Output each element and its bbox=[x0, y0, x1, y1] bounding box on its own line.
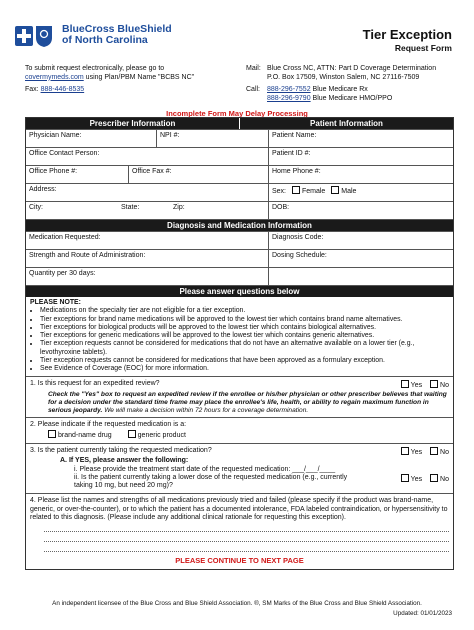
sex-field: Sex: Female Male bbox=[268, 184, 453, 201]
male-checkbox[interactable] bbox=[331, 186, 339, 194]
covermymeds-link[interactable]: covermymeds.com bbox=[25, 73, 84, 81]
section-header-prescriber-patient: Prescriber Information Patient Information bbox=[26, 118, 453, 129]
q3-yes-checkbox[interactable] bbox=[401, 447, 409, 455]
footer-text: An independent licensee of the Blue Cross and Blue Shield Association. ®, SM Marks of the Blue Cross and Blue Shield Association. bbox=[52, 600, 422, 607]
mail-info: Mail: Blue Cross NC, ATTN: Part D Coverage Determination P.O. Box 17509, Winston Salem, NC 27116-7509 Call: 888-296-7552 Blue Medicare Rx 888-296-9790 Blue Medicare HMO/PPO bbox=[246, 65, 437, 102]
submit-info: To submit request electronically, please go to covermymeds.com using Plan/PBM Name "BCBS NC" Fax: 888-446-8535 bbox=[25, 65, 195, 93]
patient-name-field[interactable]: Patient Name: bbox=[268, 130, 453, 147]
note-item: • Tier exception requests cannot be considered for medications that do not have an alternative available on a lower tier (e.g., levothyroxine tablets). bbox=[40, 340, 449, 357]
please-note-section: PLEASE NOTE: • Medications on the specialty tier are not eligible for a tier exception. • Tier exceptions for brand name medications will be approved to the lowest tier which contains brand name alternatives. • Tier exceptions for biological products will be approved to the lowest tier which contains biological alternatives. • Tier exceptions for generic medications will be approved to the lowest tier which contains generic alternatives. • Tier exception requests cannot be considered for medications that do not have an alternative available on a lower tier (e.g., levothyroxine tablets). • Tier exception requests cannot be considered for medications that have been approved as a formulary exception. • See Evidence of Coverage (EOC) for more information. bbox=[26, 297, 453, 376]
section-header-diagnosis: Diagnosis and Medication Information bbox=[26, 219, 453, 231]
quantity-field[interactable]: Quantity per 30 days: bbox=[29, 270, 96, 277]
fax-number[interactable]: 888-446-8535 bbox=[40, 86, 85, 93]
office-fax-field[interactable]: Office Fax #: bbox=[128, 166, 268, 183]
phone-rx[interactable]: 888-296-7552 bbox=[267, 86, 311, 93]
medication-requested-field[interactable]: Medication Requested: bbox=[29, 234, 101, 241]
q3ii-no-checkbox[interactable] bbox=[430, 474, 438, 482]
npi-field[interactable]: NPI #: bbox=[156, 130, 268, 147]
note-item: • Tier exceptions for brand name medications will be approved to the lowest tier which contains brand name alternatives. bbox=[40, 316, 449, 324]
q1-yes-checkbox[interactable] bbox=[401, 380, 409, 388]
request-form bbox=[25, 117, 454, 570]
answer-line[interactable] bbox=[44, 524, 449, 532]
updated-date: Updated: 01/01/2023 bbox=[393, 610, 452, 617]
question-3a-ii: ii. Is the patient currently taking a lower dose of the requested medication (e.g., currently taking 10 mg, but need 20 mg)? bbox=[74, 473, 348, 490]
q3ii-yes-checkbox[interactable] bbox=[401, 474, 409, 482]
question-3a-i: i. Please provide the treatment start date of the requested medication: ___/___/____ bbox=[74, 465, 336, 473]
office-phone-field[interactable]: Office Phone #: bbox=[29, 168, 78, 175]
address-field[interactable]: Address: bbox=[29, 186, 57, 193]
note-item: • See Evidence of Coverage (EOC) for more information. bbox=[40, 365, 449, 373]
expedited-note: Check the "Yes" box to request an expedited review if the enrollee or his/her physician or other prescriber believes that waiting for a decision under the standard time frame may place the enrollee's life, health, or ability to regain maximum function in serious jeopardy. We will make a decision within 72 hours for a coverage determination. bbox=[48, 390, 447, 414]
note-item: • Tier exception requests cannot be considered for medications that have been approved as a formulary exception. bbox=[40, 357, 449, 365]
question-3: 3. Is the patient currently taking the requested medication? bbox=[30, 446, 212, 454]
strength-route-field[interactable]: Strength and Route of Administration: bbox=[29, 252, 146, 259]
phone-hmo[interactable]: 888-296-9790 bbox=[267, 94, 311, 102]
form-title: Tier Exception bbox=[362, 27, 452, 42]
note-item: • Tier exceptions for generic medications will be approved to the lowest tier which contains generic alternatives. bbox=[40, 332, 449, 340]
question-1: 1. Is this request for an expedited review? bbox=[30, 379, 160, 387]
note-item: • Tier exceptions for biological products will be approved to the lowest tier which contains biological alternatives. bbox=[40, 324, 449, 332]
female-checkbox[interactable] bbox=[292, 186, 300, 194]
company-name: BlueCross BlueShield of North Carolina bbox=[62, 23, 172, 46]
patient-id-field[interactable]: Patient ID #: bbox=[268, 148, 453, 165]
note-item: • Medications on the specialty tier are not eligible for a tier exception. bbox=[40, 307, 449, 315]
zip-field[interactable]: Zip: bbox=[173, 204, 185, 211]
diagnosis-code-field[interactable]: Diagnosis Code: bbox=[268, 232, 453, 249]
home-phone-field[interactable]: Home Phone #: bbox=[268, 166, 453, 183]
question-2: 2. Please indicate if the requested medication is a: bbox=[30, 421, 187, 429]
dob-field[interactable]: DOB: bbox=[268, 202, 453, 219]
brand-name-checkbox[interactable] bbox=[48, 430, 56, 438]
form-subtitle: Request Form bbox=[394, 43, 452, 53]
dosing-schedule-field[interactable]: Dosing Schedule: bbox=[268, 250, 453, 267]
office-contact-field[interactable]: Office Contact Person: bbox=[29, 150, 100, 157]
answer-line[interactable] bbox=[44, 544, 449, 552]
city-field[interactable]: City: bbox=[29, 204, 43, 211]
q1-no-checkbox[interactable] bbox=[430, 380, 438, 388]
questions-section: 1. Is this request for an expedited review? Yes No Check the "Yes" box to request an expedited review if the enrollee or his/her physician or other prescriber believes that waiting for a decision under the standard time frame may place the enrollee's life, health, or ability to regain maximum function in serious jeopardy. We will make a decision within 72 hours for a coverage determination. 2. Please indicate if the requested medication is a: brand-name drug generic product 3. Is the patient currently taking the requested medication? Yes No A. If YES, please answer the following: i. Please provide the treatment start date of the requested medication: ___/___/____ ii. Is the patient currently taking a lower dose of the requested medication (e.g., currently taking 10 mg, but need 20 mg)? Yes No 4. Please list the names and strengths of all medications previously tried and failed (please specify if the product was brand-name, generic, or over-the-counter), or to which the patient has a documented intolerance, FDA labeled contraindication, or hypersensitivity to related to this diagnosis. (Please include any additional clinical rationale for requesting this exception). PLEASE CONTINUE TO NEXT PAGE bbox=[26, 376, 453, 569]
generic-checkbox[interactable] bbox=[128, 430, 136, 438]
bcbs-logo-icon bbox=[14, 24, 54, 48]
q3-no-checkbox[interactable] bbox=[430, 447, 438, 455]
question-4: 4. Please list the names and strengths of all medications previously tried and failed (please specify if the product was brand-name, generic, or over-the-counter), or to which the patient has a documented intolerance, FDA labeled contraindication, or hypersensitivity to related to this diagnosis. (Please include any additional clinical rationale for requesting this exception). bbox=[30, 497, 448, 522]
question-3a: A. If YES, please answer the following: bbox=[60, 457, 189, 465]
incomplete-warning: Incomplete Form May Delay Processing bbox=[166, 109, 308, 118]
physician-name-field[interactable]: Physician Name: bbox=[29, 132, 82, 139]
answer-line[interactable] bbox=[44, 534, 449, 542]
state-field[interactable]: State: bbox=[121, 204, 140, 211]
continue-notice: PLEASE CONTINUE TO NEXT PAGE bbox=[175, 556, 304, 566]
section-header-questions: Please answer questions below bbox=[26, 285, 453, 297]
